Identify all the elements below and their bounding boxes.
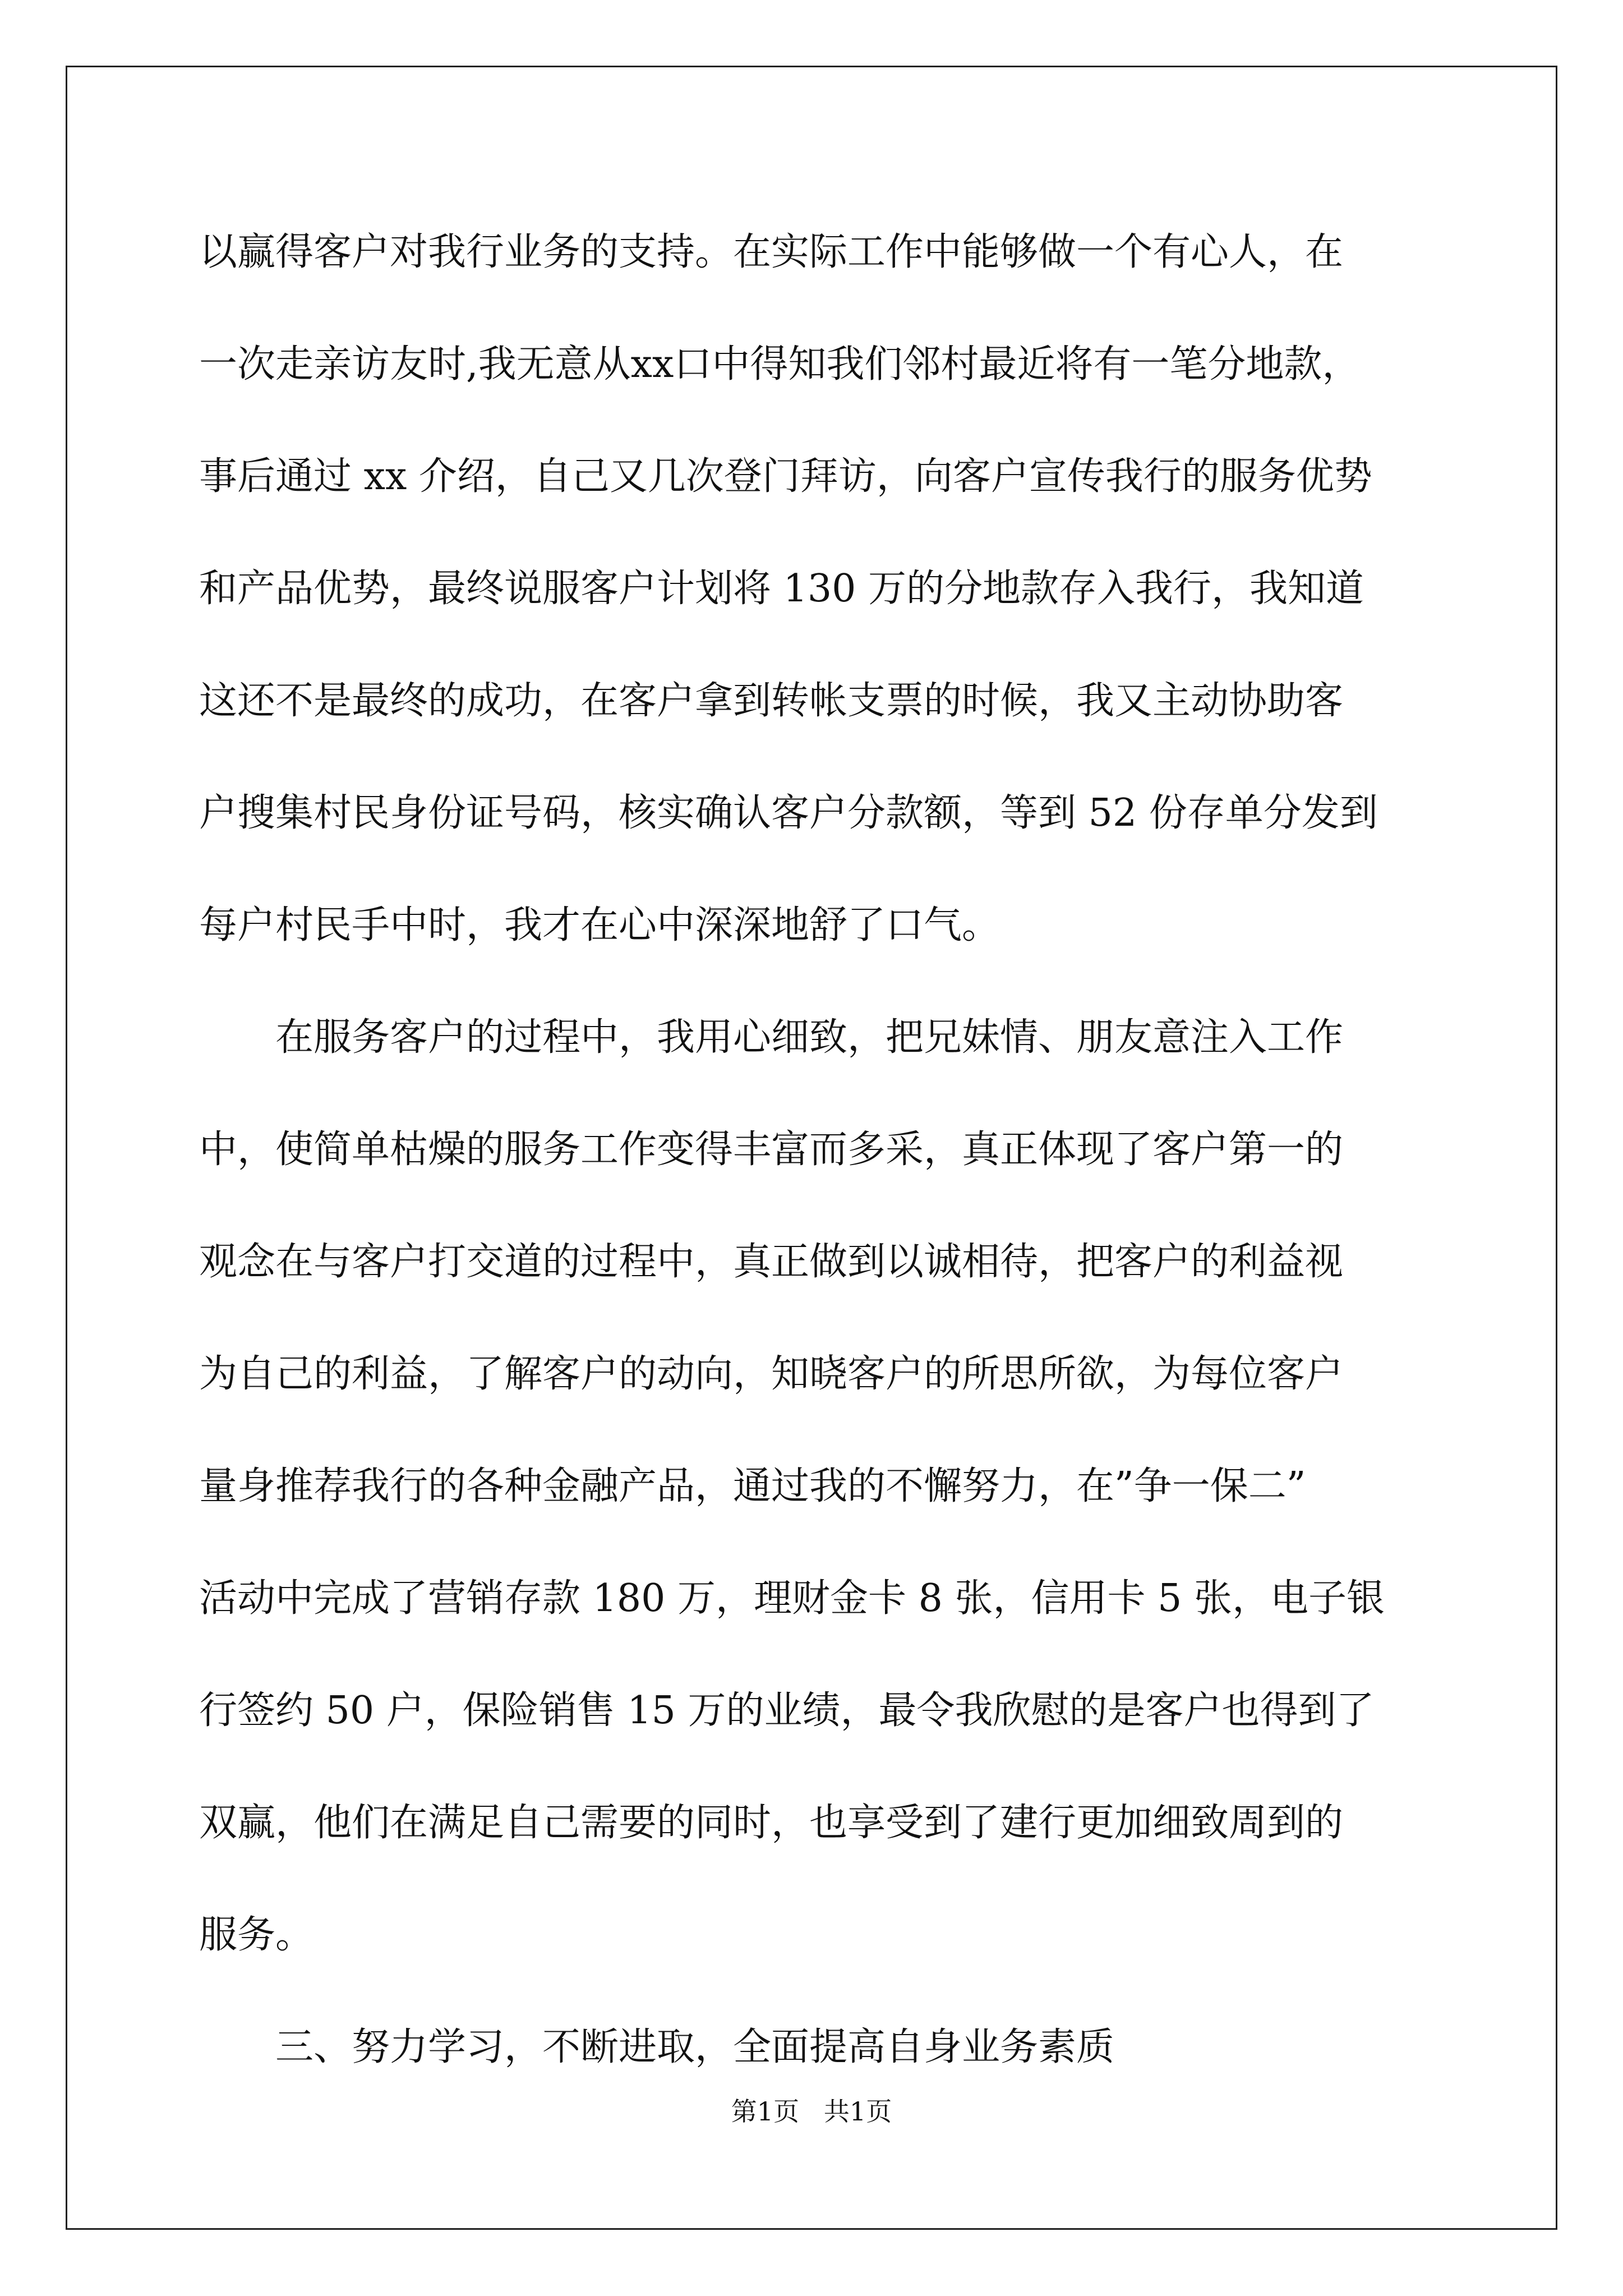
- page-footer: 第1页 共1页: [731, 2096, 892, 2127]
- text-line: 活动中完成了营销存款 180 万，理财金卡 8 张，信用卡 5 张，电子银: [199, 1576, 1385, 1621]
- text-line: 为自己的利益，了解客户的动向，知晓客户的所思所欲，为每位客户: [199, 1352, 1344, 1396]
- text-line: 在服务客户的过程中，我用心细致，把兄妹情、朋友意注入工作: [275, 1015, 1344, 1060]
- text-line: 户搜集村民身份证号码，核实确认客户分款额，等到 52 份存单分发到: [199, 791, 1378, 835]
- text-line: 每户村民手中时，我才在心中深深地舒了口气。: [199, 903, 1000, 947]
- text-line: 观念在与客户打交道的过程中，真正做到以诚相待，把客户的利益视: [199, 1240, 1344, 1284]
- text-line: 事后通过 xx 介绍，自己又几次登门拜访，向客户宣传我行的服务优势: [199, 454, 1372, 499]
- text-line: 中，使简单枯燥的服务工作变得丰富而多采，真正体现了客户第一的: [199, 1128, 1344, 1172]
- text-line: 双赢，他们在满足自己需要的同时，也享受到了建行更加细致周到的: [199, 1801, 1344, 1845]
- paragraph-2: [199, 1004, 1467, 2014]
- text-line: 和产品优势，最终说服客户计划将 130 万的分地款存入我行，我知道: [199, 567, 1364, 611]
- paragraph-1: [199, 219, 1467, 1004]
- document-body: [199, 219, 1467, 2126]
- section-heading: 三、努力学习，不断进取，全面提高自身业务素质: [275, 2025, 1115, 2069]
- text-line: 量身推荐我行的各种金融产品，通过我的不懈努力，在”争一保二”: [199, 1464, 1306, 1508]
- text-line: 这还不是最终的成功，在客户拿到转帐支票的时候，我又主动协助客: [199, 679, 1344, 723]
- text-line: 服务。: [199, 1913, 314, 1957]
- text-line: 以赢得客户对我行业务的支持。在实际工作中能够做一个有心人，在: [199, 230, 1344, 274]
- text-line: 一次走亲访友时,我无意从xx口中得知我们邻村最近将有一笔分地款，: [199, 342, 1361, 386]
- text-line: 行签约 50 户，保险销售 15 万的业绩，最令我欣慰的是客户也得到了: [199, 1688, 1375, 1733]
